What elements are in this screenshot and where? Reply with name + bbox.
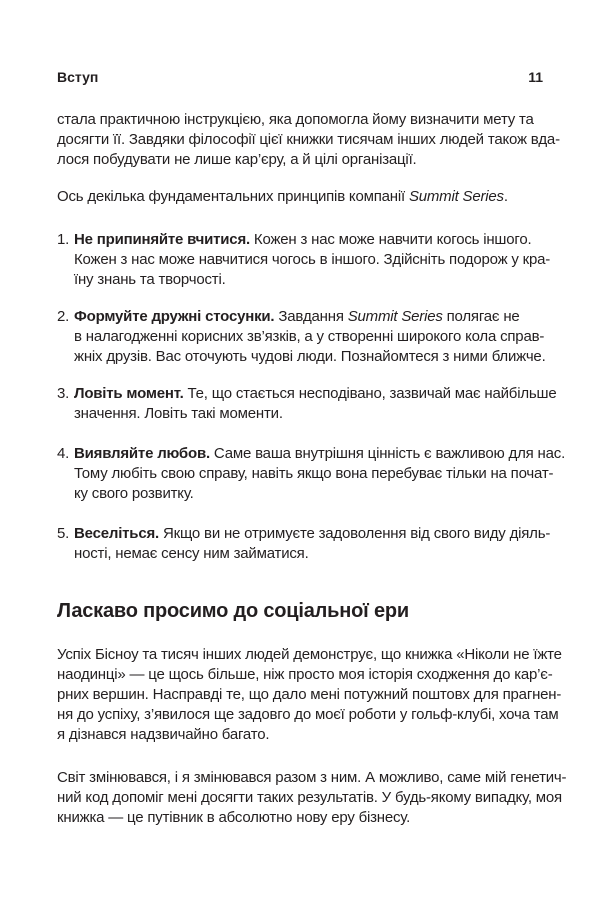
item-number: 3. — [57, 385, 70, 402]
text-line: Якщо ви не отримуєте задоволення від свого виду діяль- — [159, 525, 551, 542]
text-line: Успіх Бісноу та тисяч інших людей демонструє, що книжка «Ніколи не їжте — [57, 646, 562, 663]
text-line: наодинці» — це щось більше, ніж просто моя історія сходження до кар’є- — [57, 666, 553, 683]
company-name: Summit Series — [347, 308, 443, 325]
text-line: я дізнався надзвичайно багато. — [57, 726, 270, 743]
item-number: 5. — [57, 525, 70, 542]
text-line: Те, що стається несподівано, зазвичай має найбільше — [183, 385, 557, 402]
text-line: Світ змінювався, і я змінювався разом з ним. А можливо, саме мій генетич- — [57, 769, 567, 786]
section-title: Вступ — [57, 69, 99, 85]
text-line: ня до успіху, з’явилося ще задовго до моєї роботи у гольф-клубі, хоча там — [57, 706, 559, 723]
text-line: Тому любіть свою справу, навіть якщо вона перебуває тільки на почат- — [74, 465, 554, 482]
text-line: ності, немає сенсу ним займатися. — [74, 545, 309, 562]
item-title: Веселіться. — [74, 525, 159, 542]
text-line: їну знань та творчості. — [74, 271, 226, 288]
text-line: рних вершин. Насправді те, що дало мені потужний поштовх для прагнен- — [57, 686, 562, 703]
section-heading: Ласкаво просимо до соціальної ери — [57, 600, 409, 622]
body-paragraph — [57, 645, 562, 745]
text-line: стала практичною інструкцією, яка допомогла йому визначити мету та — [57, 111, 534, 128]
text-line: значення. Ловіть такі моменти. — [74, 405, 283, 422]
item-title: Не припиняйте вчитися. — [74, 231, 250, 248]
body-paragraph — [57, 768, 567, 828]
lead-text: Ось декілька фундаментальних принципів компанії — [57, 188, 409, 205]
text-line: лося побудувати не лише кар’єру, а й цілі організації. — [57, 151, 417, 168]
company-name: Summit Series — [408, 188, 504, 205]
lead-end: . — [503, 188, 508, 205]
text-line: Саме ваша внутрішня цінність є важливою для нас. — [209, 445, 566, 462]
item-title: Ловіть момент. — [74, 385, 184, 402]
text-line: жніх друзів. Вас оточують чудові люди. Познайомтеся з ними ближче. — [74, 348, 546, 365]
text-line: Кожен з нас може навчитися чогось в іншого. Здійсніть подорож у кра- — [74, 251, 551, 268]
text-line: книжка — це путівник в абсолютно нову еру бізнесу. — [57, 809, 411, 826]
text-line: ний код допоміг мені досягти таких результатів. У будь-якому випадку, моя — [57, 789, 562, 806]
running-header — [57, 69, 543, 87]
item-title: Формуйте дружні стосунки. — [74, 308, 275, 325]
item-number: 2. — [57, 308, 70, 325]
item-title: Виявляйте любов. — [74, 445, 210, 462]
intro-paragraph — [57, 110, 560, 170]
text-line: досягти її. Завдяки філософії цієї книжки тисячам інших людей також вда- — [57, 131, 560, 148]
text-line: в налагодженні корисних зв’язків, а у створенні широкого кола справ- — [74, 328, 545, 345]
item-number: 1. — [57, 231, 70, 248]
page-number: 11 — [528, 69, 543, 85]
item-number: 4. — [57, 445, 70, 462]
principles-lead — [57, 187, 543, 207]
text-line: ку свого розвитку. — [74, 485, 194, 502]
text-line: Кожен з нас може навчити когось іншого. — [249, 231, 532, 248]
